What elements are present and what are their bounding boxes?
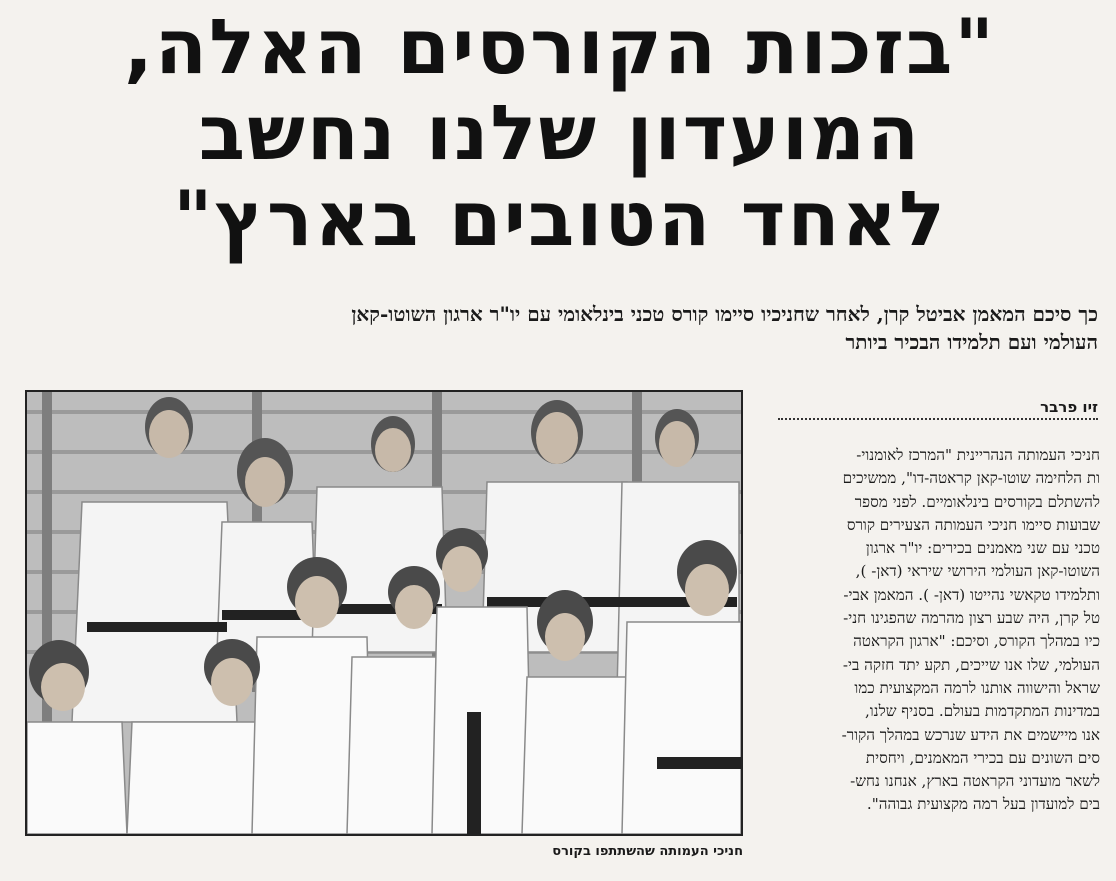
subheadline xyxy=(20,300,1098,356)
body-line: טל קרן, היה שבע רצון מהרמה שהפגינו חני- xyxy=(843,609,1100,628)
article-body xyxy=(772,444,1100,817)
author-byline: זיו פרבר xyxy=(1040,398,1098,416)
body-line: השוטו-קאן העולמי הירושי שיראי (דאן- ), xyxy=(855,562,1100,581)
body-line: במדינות המתקדמות בעולם. בסניף שלנו, xyxy=(864,702,1100,721)
body-line: העולמי, שלו אנו שייכים, תקע יתד חזקה בי- xyxy=(842,655,1100,674)
body-line: אנו מיישמים את הידע שנרכש במהלך הקור- xyxy=(841,725,1100,744)
photo-caption: חניכי העמותה שהשתתפו בקורס xyxy=(552,844,743,859)
headline-line: "בזכות הקורסים האלה, xyxy=(124,2,996,91)
group-photo xyxy=(25,390,743,836)
headline-line: המועדון שלנו נחשב xyxy=(198,88,922,177)
subheadline-line: העולמי ועם תלמידו הבכיר ביותר xyxy=(845,330,1098,354)
body-line: לשאר מועדוני הקראטה בארץ, אנחנו נחש- xyxy=(850,772,1100,791)
body-line: שבועות סיימו חניכי העמותה הצעירים קורס xyxy=(846,515,1100,534)
headline xyxy=(20,4,1100,262)
headline-line: לאחד הטובים בארץ" xyxy=(173,174,947,263)
body-line: כיו במהלך הקורס, וסיכם: "ארגון הקראטה xyxy=(853,632,1100,651)
byline-divider xyxy=(778,418,1098,420)
body-line: להשתלם בקורסים בינלאומיים. לפני מספר xyxy=(854,492,1100,511)
body-line: סים השונים עם בכירי המאמנים, ויחסית xyxy=(865,748,1100,767)
body-line: בים למועדון בעל רמה מקצועית גבוהה". xyxy=(866,795,1100,814)
body-line: ות הלחימה שוטו-קאן קראטה-דו", ממשיכים xyxy=(842,469,1100,488)
body-line: טכני עם שני מאמנים בכירים: יו"ר ארגון xyxy=(865,539,1100,558)
karate-group-photo-illustration xyxy=(27,392,741,834)
subheadline-line: כך סיכם המאמן אביטל קרן, לאחר שחניכיו סיימו קורס טכני בינלאומי עם יו"ר ארגון השוטו-קאן xyxy=(351,302,1098,326)
body-line: ותלמידו טקאשי נהייטו (דאן- ). המאמן אבי- xyxy=(843,585,1100,604)
body-line: חניכי העמותה הנהריינית "המרכז לאומנוי- xyxy=(856,446,1100,464)
body-line: שראל והישווה אותנו לרמה המקצועית כמו xyxy=(854,678,1100,697)
